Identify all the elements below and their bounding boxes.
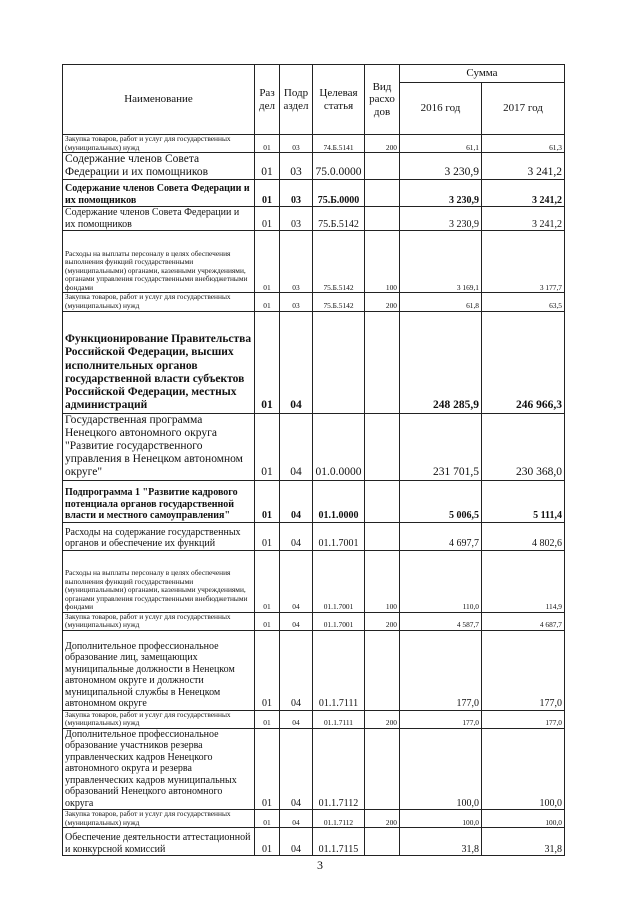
cell-razdel: 01: [255, 522, 280, 550]
cell-2016: 5 006,5: [400, 480, 482, 522]
cell-podrazdel: 04: [280, 550, 313, 612]
cell-2016: 3 169,1: [400, 231, 482, 293]
cell-2017: 3 241,2: [482, 207, 565, 231]
table-row: [63, 413, 565, 480]
cell-name: Закупка товаров, работ и услуг для государственных (муниципальных) нужд: [63, 612, 255, 630]
cell-vid: 100: [365, 231, 400, 293]
table-row: [63, 810, 565, 828]
cell-razdel: 01: [255, 293, 280, 311]
cell-name: Дополнительное профессиональное образование лиц, замещающих муниципальные должности в Ненецком автономном округе и должности муниципальной службы в Ненецком автономном округе: [63, 630, 255, 710]
cell-podrazdel: 04: [280, 810, 313, 828]
cell-2017: 100,0: [482, 728, 565, 810]
cell-name: Дополнительное профессиональное образование участников резерва управленческих кадров Ненецкого автономного округа и резерва управленческих кадров муниципальных образований Ненецкого автономного округа: [63, 728, 255, 810]
cell-2017: 5 111,4: [482, 480, 565, 522]
cell-target: 75.0.0000: [313, 153, 365, 180]
cell-razdel: 01: [255, 810, 280, 828]
cell-target: 01.1.7001: [313, 522, 365, 550]
cell-2017: 31,8: [482, 828, 565, 856]
cell-vid: [365, 180, 400, 207]
cell-podrazdel: 03: [280, 293, 313, 311]
table-row: [63, 135, 565, 153]
cell-2016: 248 285,9: [400, 311, 482, 413]
cell-podrazdel: 03: [280, 207, 313, 231]
cell-2017: 114,9: [482, 550, 565, 612]
header-target: Целевая статья: [313, 65, 365, 135]
cell-name: Закупка товаров, работ и услуг для государственных (муниципальных) нужд: [63, 710, 255, 728]
cell-target: 01.1.7112: [313, 810, 365, 828]
cell-razdel: 01: [255, 135, 280, 153]
cell-target: 01.1.7111: [313, 630, 365, 710]
cell-razdel: 01: [255, 207, 280, 231]
header-razdel: Раз дел: [255, 65, 280, 135]
cell-podrazdel: 04: [280, 480, 313, 522]
header-2016: 2016 год: [400, 83, 482, 135]
cell-podrazdel: 04: [280, 828, 313, 856]
header-name: Наименование: [63, 65, 255, 135]
cell-podrazdel: 04: [280, 630, 313, 710]
cell-razdel: 01: [255, 828, 280, 856]
cell-2016: 31,8: [400, 828, 482, 856]
cell-target: 01.0.0000: [313, 413, 365, 480]
cell-2017: 4 687,7: [482, 612, 565, 630]
cell-razdel: 01: [255, 550, 280, 612]
cell-name: Обеспечение деятельности аттестационной и конкурсной комиссий: [63, 828, 255, 856]
cell-2017: 3 241,2: [482, 180, 565, 207]
cell-vid: [365, 828, 400, 856]
cell-2017: 4 802,6: [482, 522, 565, 550]
cell-name: Функционирование Правительства Российской Федерации, высших исполнительных органов государственной власти субъектов Российской Федерации, местных администраций: [63, 311, 255, 413]
cell-vid: 200: [365, 612, 400, 630]
cell-2016: 231 701,5: [400, 413, 482, 480]
cell-target: 75.Б.5142: [313, 207, 365, 231]
cell-name: Расходы на содержание государственных органов и обеспечение их функций: [63, 522, 255, 550]
table-row: [63, 293, 565, 311]
cell-vid: [365, 311, 400, 413]
cell-razdel: 01: [255, 311, 280, 413]
table-row: [63, 550, 565, 612]
header-sum: Сумма: [400, 65, 565, 83]
cell-razdel: 01: [255, 480, 280, 522]
cell-razdel: 01: [255, 413, 280, 480]
cell-podrazdel: 03: [280, 231, 313, 293]
cell-2017: 3 177,7: [482, 231, 565, 293]
cell-target: 75.Б.5142: [313, 293, 365, 311]
cell-name: Закупка товаров, работ и услуг для государственных (муниципальных) нужд: [63, 810, 255, 828]
cell-target: 01.1.7001: [313, 612, 365, 630]
cell-2017: 246 966,3: [482, 311, 565, 413]
cell-name: Содержание членов Совета Федерации и их помощников: [63, 207, 255, 231]
cell-name: Подпрограмма 1 "Развитие кадрового потенциала органов государственной власти и местного самоуправления": [63, 480, 255, 522]
cell-name: Государственная программа Ненецкого автономного округа "Развитие государственного управления в Ненецком автономном округе": [63, 413, 255, 480]
cell-razdel: 01: [255, 612, 280, 630]
cell-target: 01.1.7001: [313, 550, 365, 612]
cell-podrazdel: 04: [280, 710, 313, 728]
cell-vid: [365, 413, 400, 480]
cell-vid: [365, 728, 400, 810]
cell-podrazdel: 03: [280, 153, 313, 180]
budget-table: [62, 64, 565, 856]
cell-name: Содержание членов Совета Федерации и их помощников: [63, 153, 255, 180]
cell-target: 01.1.7111: [313, 710, 365, 728]
table-row: [63, 710, 565, 728]
cell-name: Закупка товаров, работ и услуг для государственных (муниципальных) нужд: [63, 135, 255, 153]
cell-vid: [365, 630, 400, 710]
cell-razdel: 01: [255, 630, 280, 710]
table-row: [63, 522, 565, 550]
table-body: [63, 135, 565, 856]
cell-2016: 3 230,9: [400, 180, 482, 207]
cell-podrazdel: 03: [280, 135, 313, 153]
cell-razdel: 01: [255, 710, 280, 728]
cell-podrazdel: 04: [280, 311, 313, 413]
cell-2016: 100,0: [400, 810, 482, 828]
table-row: [63, 231, 565, 293]
cell-2016: 177,0: [400, 710, 482, 728]
cell-vid: 200: [365, 810, 400, 828]
cell-podrazdel: 04: [280, 522, 313, 550]
cell-razdel: 01: [255, 180, 280, 207]
cell-target: 01.1.7115: [313, 828, 365, 856]
cell-vid: 200: [365, 293, 400, 311]
table-row: [63, 153, 565, 180]
cell-target: 75.Б.0000: [313, 180, 365, 207]
cell-2017: 61,3: [482, 135, 565, 153]
cell-2017: 230 368,0: [482, 413, 565, 480]
cell-podrazdel: 04: [280, 612, 313, 630]
cell-vid: 200: [365, 710, 400, 728]
header-podrazdel: Подр аздел: [280, 65, 313, 135]
cell-razdel: 01: [255, 728, 280, 810]
cell-name: Содержание членов Совета Федерации и их помощников: [63, 180, 255, 207]
table-row: [63, 612, 565, 630]
table-row: [63, 207, 565, 231]
cell-vid: 200: [365, 135, 400, 153]
header-vid: Вид расхо дов: [365, 65, 400, 135]
cell-podrazdel: 04: [280, 728, 313, 810]
page-number: 3: [317, 858, 323, 872]
cell-target: 75.Б.5142: [313, 231, 365, 293]
cell-podrazdel: 04: [280, 413, 313, 480]
cell-name: Закупка товаров, работ и услуг для государственных (муниципальных) нужд: [63, 293, 255, 311]
cell-2017: 177,0: [482, 630, 565, 710]
cell-razdel: 01: [255, 153, 280, 180]
cell-2016: 177,0: [400, 630, 482, 710]
cell-vid: 100: [365, 550, 400, 612]
cell-2016: 3 230,9: [400, 207, 482, 231]
cell-2016: 4 587,7: [400, 612, 482, 630]
table-row: [63, 480, 565, 522]
cell-vid: [365, 480, 400, 522]
cell-2016: 110,0: [400, 550, 482, 612]
table-row: [63, 828, 565, 856]
cell-2017: 177,0: [482, 710, 565, 728]
cell-target: [313, 311, 365, 413]
cell-name: Расходы на выплаты персоналу в целях обеспечения выполнения функций государственными (муниципальными) органами, казенными учреждениями, органами управления государственными внебюджетными фондами: [63, 231, 255, 293]
cell-vid: [365, 153, 400, 180]
cell-vid: [365, 207, 400, 231]
cell-2017: 100,0: [482, 810, 565, 828]
table-row: [63, 630, 565, 710]
cell-2016: 3 230,9: [400, 153, 482, 180]
cell-name: Расходы на выплаты персоналу в целях обеспечения выполнения функций государственными (муниципальными) органами, казенными учреждениями, органами управления государственными внебюджетными фондами: [63, 550, 255, 612]
cell-2016: 4 697,7: [400, 522, 482, 550]
cell-2016: 61,8: [400, 293, 482, 311]
header-2017: 2017 год: [482, 83, 565, 135]
cell-podrazdel: 03: [280, 180, 313, 207]
cell-2017: 3 241,2: [482, 153, 565, 180]
cell-2016: 61,1: [400, 135, 482, 153]
cell-2016: 100,0: [400, 728, 482, 810]
table-row: [63, 180, 565, 207]
cell-vid: [365, 522, 400, 550]
table-row: [63, 311, 565, 413]
cell-target: 01.1.7112: [313, 728, 365, 810]
cell-razdel: 01: [255, 231, 280, 293]
cell-2017: 63,5: [482, 293, 565, 311]
cell-target: 01.1.0000: [313, 480, 365, 522]
table-row: [63, 728, 565, 810]
cell-target: 74.Б.5141: [313, 135, 365, 153]
